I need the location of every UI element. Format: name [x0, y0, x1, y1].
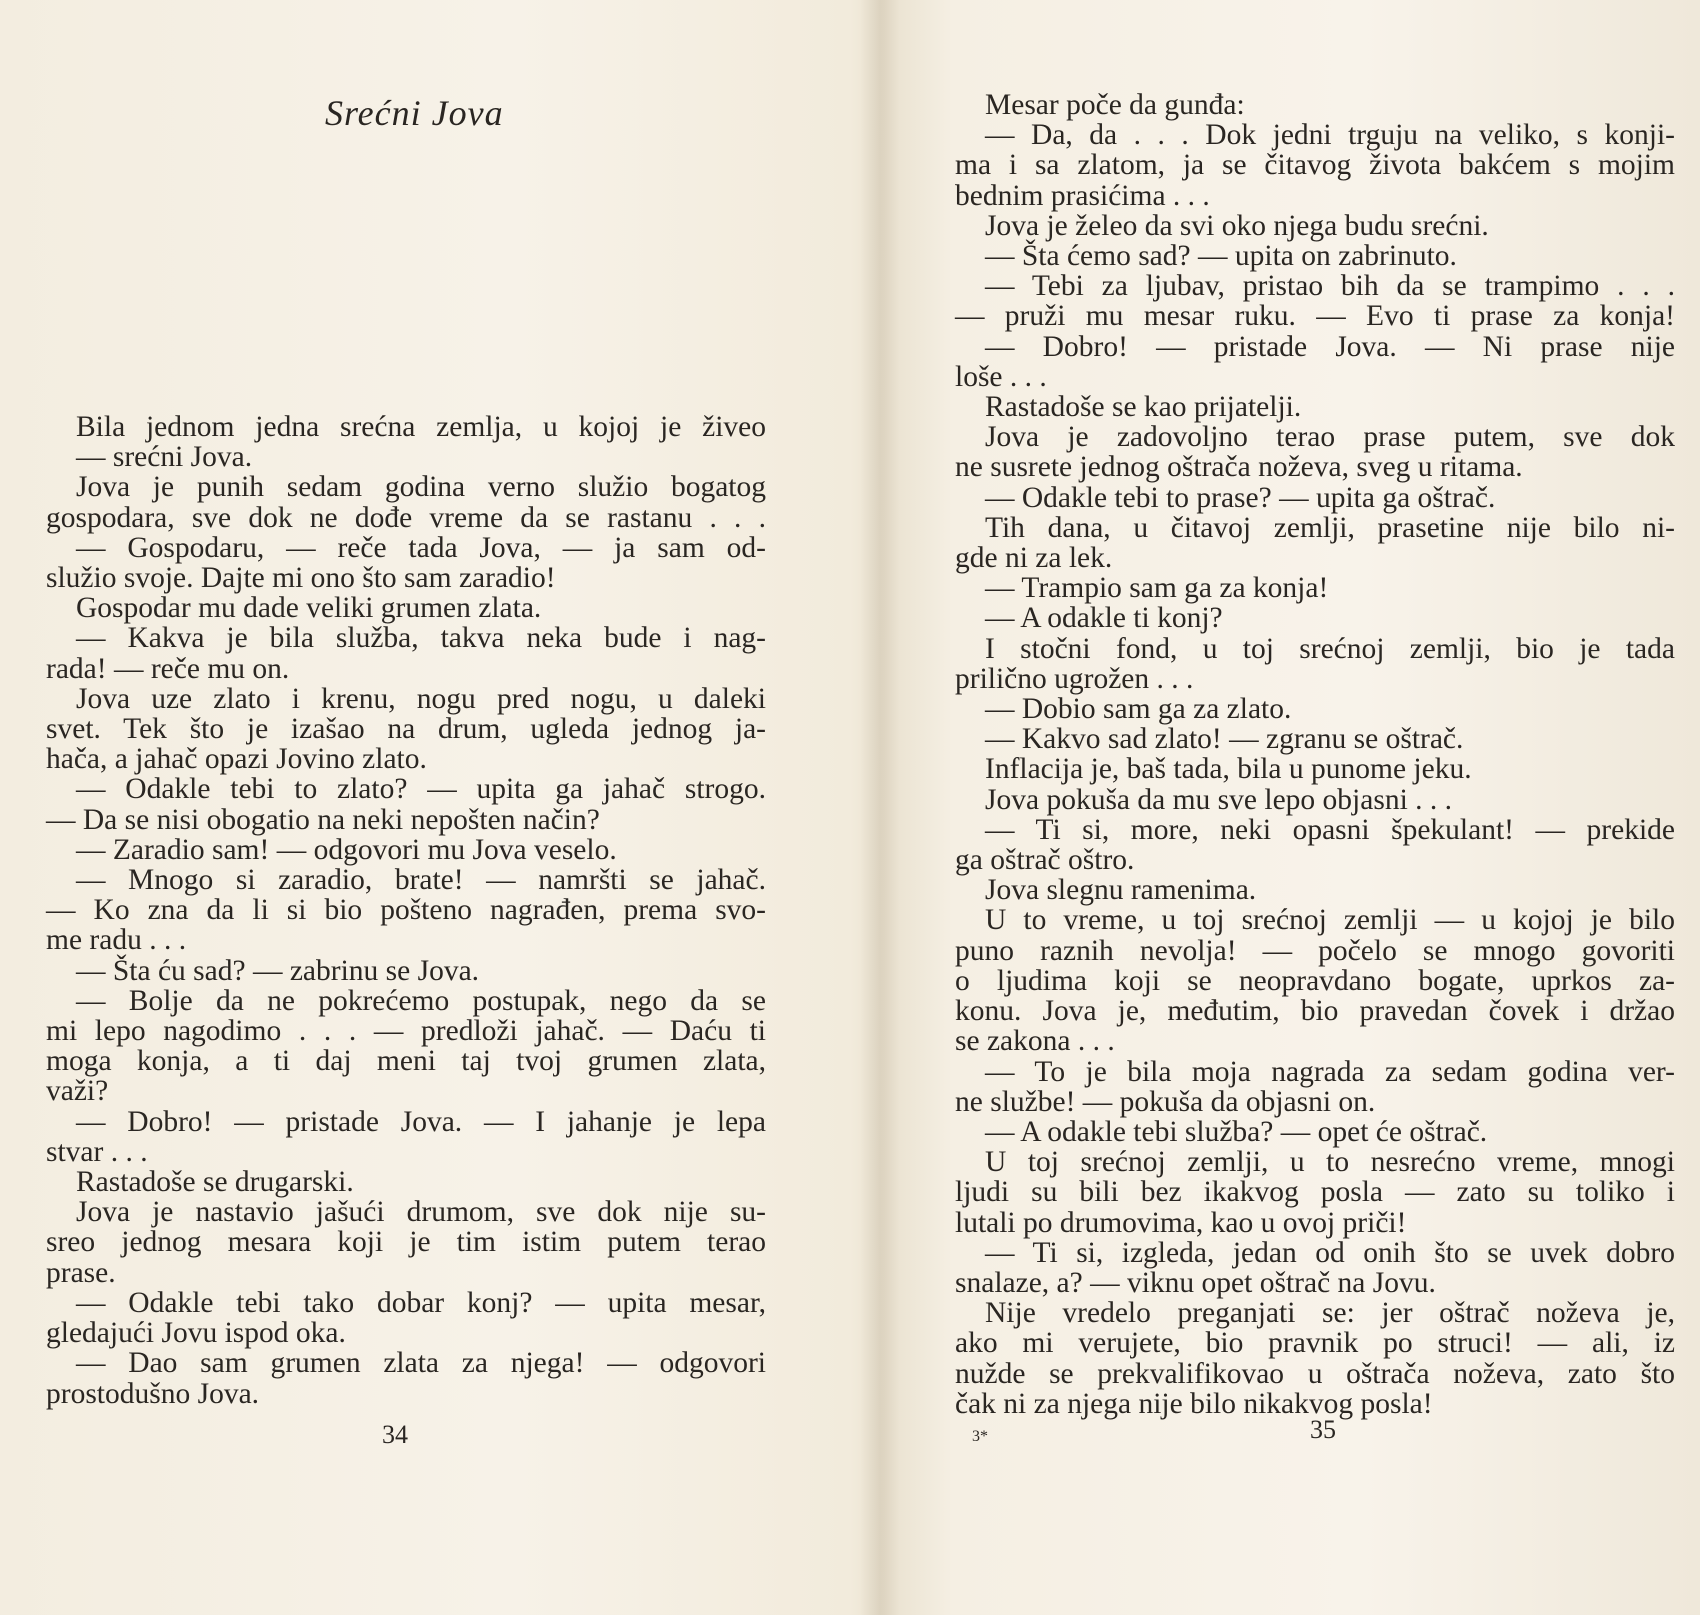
text-line: — Dao sam grumen zlata za njega! — odgovori — [76, 1347, 766, 1380]
text-line: — Ti si, more, neki opasni špekulant! — prekide — [985, 813, 1675, 846]
text-line: Rastadoše se drugarski. — [76, 1166, 354, 1199]
text-line: snalaze, a? — viknu opet oštrač na Jovu. — [955, 1266, 1436, 1299]
text-line: Bila jednom jedna srećna zemlja, u kojoj je živeo — [76, 411, 766, 443]
text-line: U toj srećnoj zemlji, u to nesrećno vreme, mnogi — [985, 1146, 1675, 1179]
text-line: — To je bila moja nagrada za sedam godina ver- — [985, 1055, 1675, 1088]
text-line: — Ti si, izgleda, jedan od onih što se uvek dobro — [985, 1236, 1675, 1269]
text-line: — Kakva je bila služba, takva neka bude i nag- — [76, 622, 766, 655]
text-line: ma i sa zlatom, ja se čitavog života bakćem s mojim — [955, 149, 1675, 182]
text-line: — Dobro! — pristade Jova. — I jahanje je lepa — [76, 1105, 766, 1138]
text-line: Tih dana, u čitavoj zemlji, prasetine nije bilo ni- — [985, 511, 1675, 544]
text-line: — Mnogo si zaradio, brate! — namršti se jahač. — [76, 864, 766, 897]
text-line: Rastadoše se kao prijatelji. — [985, 391, 1302, 424]
text-line: — Odakle tebi tako dobar konj? — upita mesar, — [76, 1286, 766, 1319]
text-line: prase. — [46, 1256, 116, 1289]
text-line: Jova je zadovoljno terao prase putem, sve dok — [985, 421, 1675, 454]
text-line: — Šta ću sad? — zabrinu se Jova. — [76, 954, 480, 987]
text-line: — pruži mu mesar ruku. — Evo ti prase za konja! — [955, 300, 1675, 333]
text-line: Jova slegnu ramenima. — [985, 874, 1257, 907]
text-line: Jova je punih sedam godina verno služio bogatog — [76, 471, 766, 504]
text-line: — Dobio sam ga za zlato. — [985, 693, 1292, 726]
text-line: U to vreme, u toj srećnoj zemlji — u kojoj je bilo — [985, 904, 1675, 937]
text-line: — Dobro! — pristade Jova. — Ni prase nije — [985, 330, 1675, 363]
text-line: stvar . . . — [46, 1135, 148, 1168]
text-line: me radu . . . — [46, 924, 187, 957]
text-line: — A odakle ti konj? — [985, 602, 1223, 635]
text-line: rada! — reče mu on. — [46, 652, 290, 685]
text-line: ne susrete jednog oštrača noževa, sveg u ritama. — [955, 451, 1523, 484]
text-line: Jova je nastavio jašući drumom, sve dok nije su- — [76, 1196, 766, 1229]
text-line: Jova pokuša da mu sve lepo objasni . . . — [985, 783, 1453, 816]
text-line: nužde se prekvalifikovao u oštrača noževa, zato što — [955, 1357, 1675, 1390]
text-line: prostodušno Jova. — [46, 1377, 260, 1410]
text-line: — Kakvo sad zlato! — zgranu se oštrač. — [985, 723, 1464, 756]
text-line: mi lepo nagodimo . . . — predloži jahač. — Daću ti — [46, 1015, 766, 1048]
text-line: — A odakle tebi služba? — opet će oštrač. — [985, 1115, 1488, 1148]
text-line: gospodara, sve dok ne dođe vreme da se rastanu . . . — [46, 501, 766, 534]
text-line: — Bolje da ne pokrećemo postupak, nego da se — [76, 984, 766, 1017]
text-line: — Odakle tebi to zlato? — upita ga jahač strogo. — [76, 773, 766, 806]
text-line: svet. Tek što je izašao na drum, ugleda jednog ja- — [46, 713, 766, 746]
text-line: — Ko zna da li si bio pošteno nagrađen, prema svo- — [46, 894, 766, 927]
left-page-text — [46, 412, 766, 1409]
text-line: Nije vredelo preganjati se: jer oštrač noževa je, — [985, 1297, 1675, 1330]
signature-mark: 3* — [972, 1428, 988, 1445]
text-line: služio svoje. Dajte mi ono što sam zaradio! — [46, 562, 556, 595]
text-line: Jova uze zlato i krenu, nogu pred nogu, u daleki — [76, 682, 766, 715]
text-line: ljudi su bili bez ikakvog posla — zato su toliko i — [955, 1176, 1675, 1209]
text-line: Gospodar mu dade veliki grumen zlata. — [76, 592, 542, 625]
right-page-text — [955, 90, 1675, 1419]
text-line: konu. Jova je, međutim, bio pravedan čovek i držao — [955, 995, 1675, 1028]
text-line: ga oštrač oštro. — [955, 844, 1135, 877]
book-gutter — [860, 0, 900, 1615]
text-line: Jova je želeo da svi oko njega budu srećni. — [985, 209, 1489, 242]
text-line: prilično ugrožen . . . — [955, 662, 1194, 695]
text-line: čak ni za njega nije bilo nikakvog posla! — [955, 1387, 1433, 1420]
text-line: Inflacija je, baš tada, bila u punome jeku. — [985, 753, 1472, 786]
text-line: ako mi verujete, bio pravnik po struci! — ali, iz — [955, 1327, 1675, 1360]
page-number-right: 35 — [1310, 1415, 1336, 1444]
text-line: — Šta ćemo sad? — upita on zabrinuto. — [985, 240, 1457, 273]
text-line: — Da, da . . . Dok jedni trguju na veliko, s konji- — [985, 119, 1675, 152]
text-line: — Zaradio sam! — odgovori mu Jova veselo. — [76, 833, 617, 866]
text-line: sreo jednog mesara koji je tim istim putem terao — [46, 1226, 766, 1259]
text-line: — Gospodaru, — reče tada Jova, — ja sam od- — [76, 531, 766, 564]
right-page — [900, 0, 1700, 1615]
text-line: bednim prasićima . . . — [955, 179, 1210, 212]
page-number-left: 34 — [382, 1420, 408, 1449]
text-line: Mesar poče da gunđa: — [985, 89, 1245, 121]
story-title: Srećni Jova — [325, 93, 504, 133]
text-line: gledajući Jovu ispod oka. — [46, 1317, 346, 1350]
text-line: — Odakle tebi to prase? — upita ga oštrač. — [985, 481, 1496, 514]
text-line: loše . . . — [955, 360, 1047, 393]
text-line: — Da se nisi obogatio na neki nepošten način? — [46, 803, 600, 836]
text-line: se zakona . . . — [955, 1025, 1115, 1058]
text-line: važi? — [46, 1075, 109, 1108]
text-line: I stočni fond, u toj srećnoj zemlji, bio je tada — [985, 632, 1675, 665]
text-line: — Tebi za ljubav, pristao bih da se trampimo . . . — [985, 270, 1675, 303]
text-line: puno raznih nevolja! — počelo se mnogo govoriti — [955, 934, 1675, 967]
text-line: — srećni Jova. — [76, 441, 253, 474]
text-line: ne službe! — pokuša da objasni on. — [955, 1085, 1376, 1118]
text-line: hača, a jahač opazi Jovino zlato. — [46, 743, 427, 776]
text-line: gde ni za lek. — [955, 542, 1113, 575]
text-line: — Trampio sam ga za konja! — [985, 572, 1329, 605]
text-line: lutali po drumovima, kao u ovoj priči! — [955, 1206, 1407, 1239]
text-line: moga konja, a ti daj meni taj tvoj grumen zlata, — [46, 1045, 766, 1078]
text-line: o ljudima koji se neopravdano bogate, uprkos za- — [955, 964, 1675, 997]
